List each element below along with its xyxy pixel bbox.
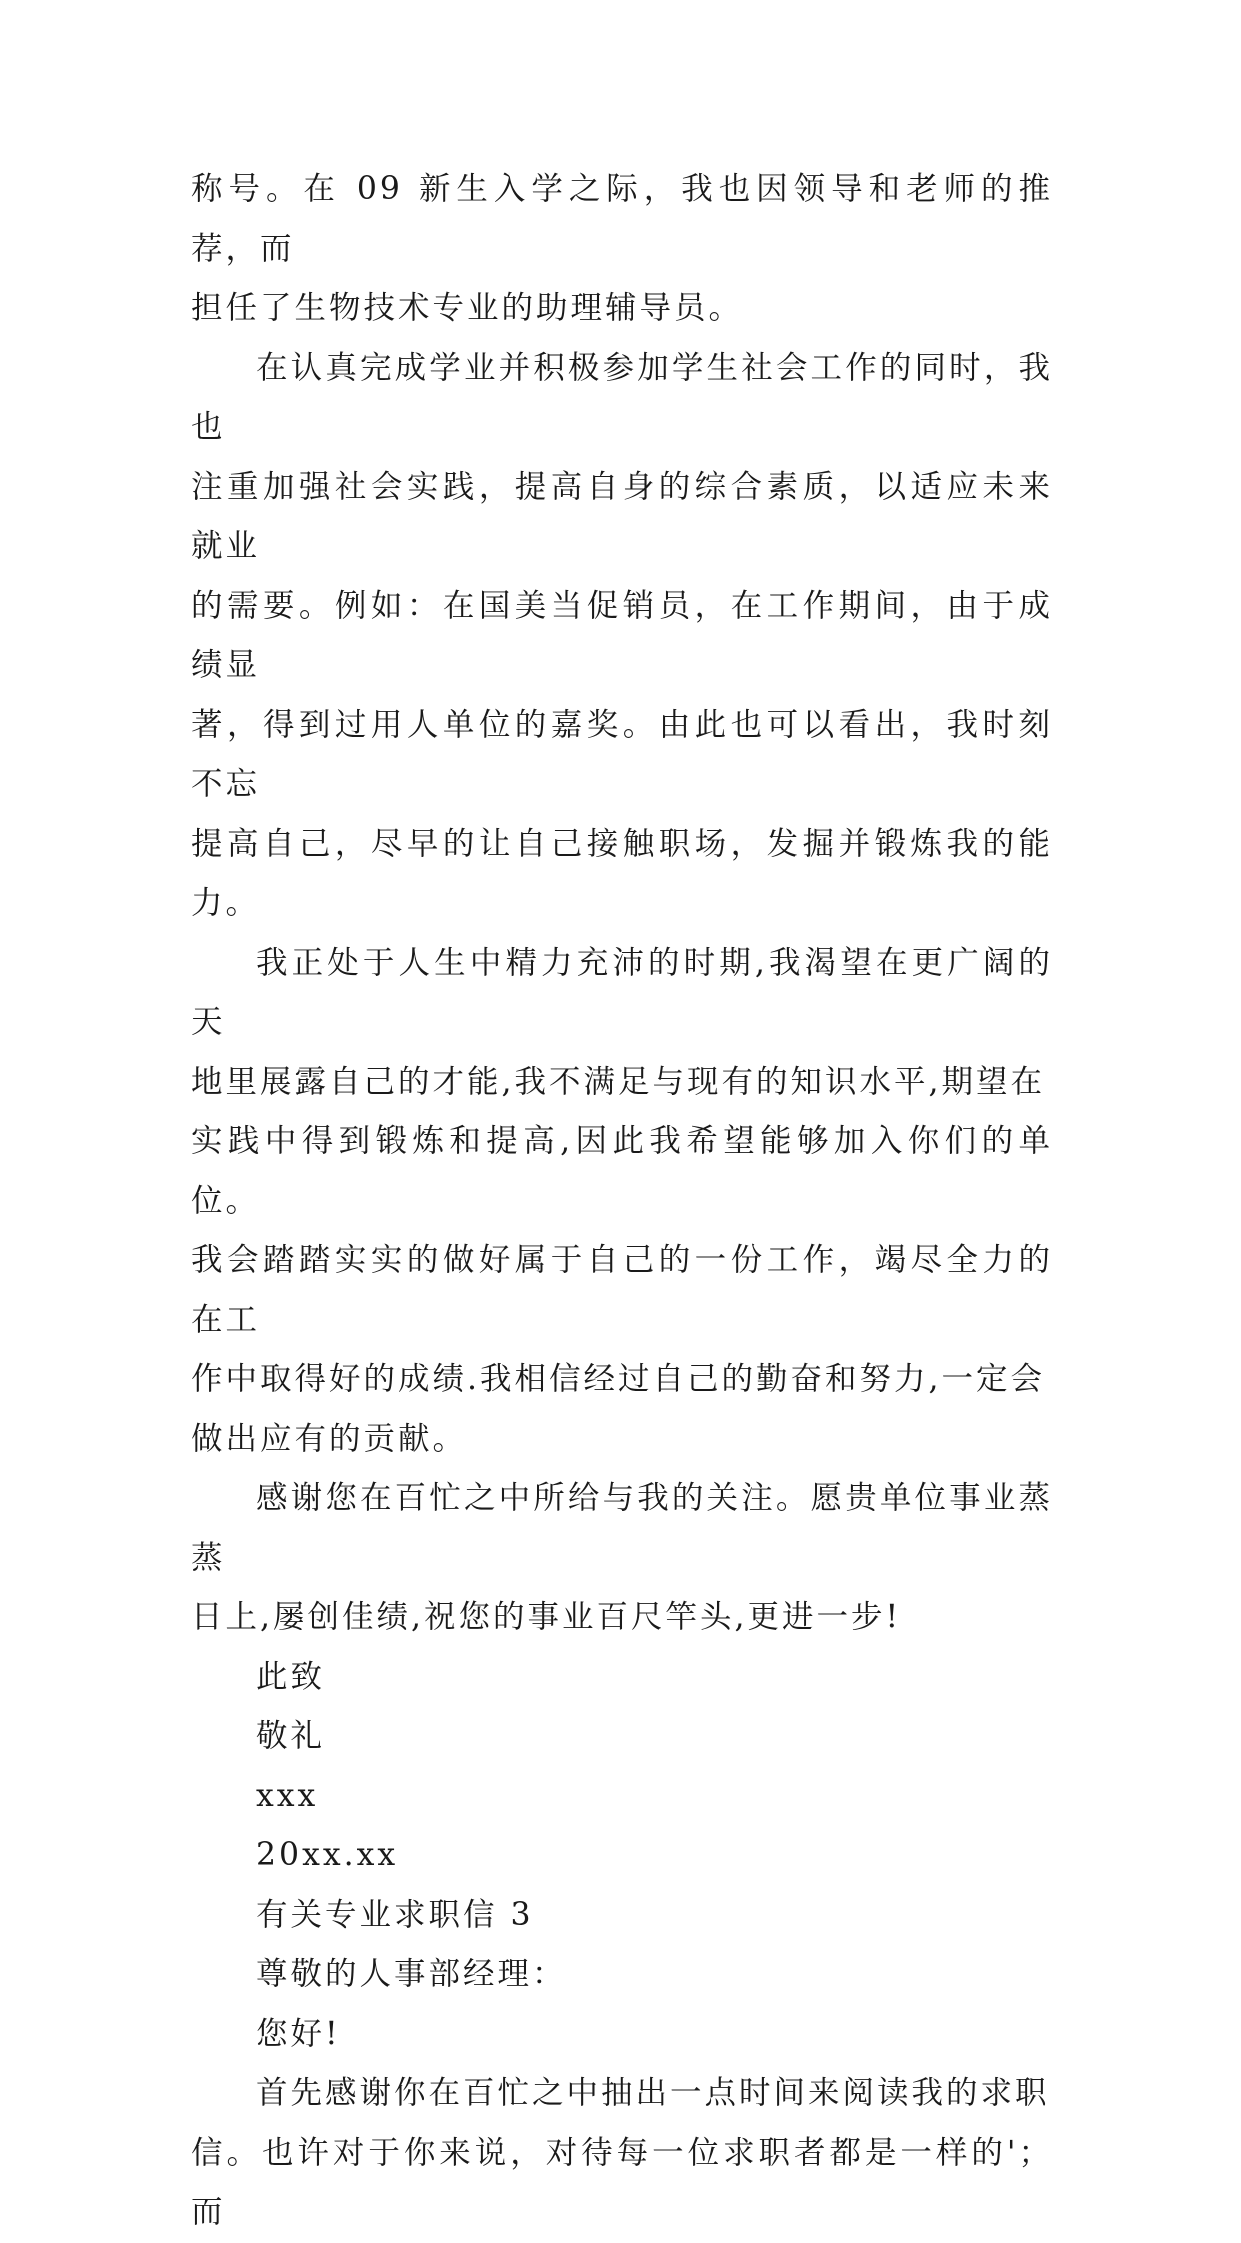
text-line: 的需要。例如：在国美当促销员，在工作期间，由于成绩显 (191, 587, 1053, 683)
signature-name (191, 1767, 1053, 1827)
letter-greeting (191, 1945, 1053, 2005)
paragraph-1 (191, 160, 1053, 339)
text-line: 实践中得到锻炼和提高,因此我希望能够加入你们的单位。 (191, 1123, 1053, 1219)
text-line: 首先感谢你在百忙之中抽出一点时间来阅读我的求职 (256, 2075, 1050, 2111)
text-line: 我会踏踏实实的做好属于自己的一份工作，竭尽全力的在工 (191, 1242, 1053, 1338)
text-line: 您好! (256, 2015, 341, 2052)
letter-hello (191, 2005, 1053, 2065)
section-heading (191, 1886, 1053, 1946)
document-page (191, 160, 1053, 2243)
text-line: 做出应有的贡献。 (191, 1420, 468, 1457)
signature-date (191, 1826, 1053, 1886)
text-line: 注重加强社会实践，提高自身的综合素质，以适应未来就业 (191, 468, 1053, 564)
text-line: 此致 (256, 1658, 326, 1695)
text-line: 提高自己，尽早的让自己接触职场，发掘并锻炼我的能力。 (191, 825, 1053, 921)
text-line: 地里展露自己的才能,我不满足与现有的知识水平,期望在 (191, 1063, 1046, 1100)
text-line: 尊敬的人事部经理： (256, 1956, 567, 1992)
text-line: 作中取得好的成绩.我相信经过自己的勤奋和努力,一定会 (191, 1361, 1046, 1397)
text-line: 有关专业求职信 3 (256, 1896, 534, 1933)
paragraph-4 (191, 1469, 1053, 1648)
closing-salutation (191, 1648, 1053, 1708)
text-line: xxx (256, 1777, 319, 1814)
text-line: 日上,屡创佳绩,祝您的事业百尺竿头,更进一步! (191, 1599, 902, 1635)
text-line: 敬礼 (256, 1718, 326, 1754)
text-line: 信。也许对于你来说，对待每一位求职者都是一样的'；而 (191, 2134, 1053, 2230)
closing-regards (191, 1707, 1053, 1767)
text-line: 担任了生物技术专业的助理辅导员。 (191, 290, 744, 326)
paragraph-final (191, 2064, 1053, 2243)
text-line: 20xx.xx (256, 1837, 399, 1873)
paragraph-3 (191, 934, 1053, 1470)
text-line: 在认真完成学业并积极参加学生社会工作的同时，我也 (191, 349, 1053, 445)
text-line: 感谢您在百忙之中所给与我的关注。愿贵单位事业蒸蒸 (191, 1480, 1053, 1576)
text-line: 称号。在 09 新生入学之际，我也因领导和老师的推荐，而 (191, 171, 1053, 267)
text-line: 我正处于人生中精力充沛的时期,我渴望在更广阔的天 (191, 944, 1053, 1040)
paragraph-2 (191, 339, 1053, 934)
text-line: 著，得到过用人单位的嘉奖。由此也可以看出，我时刻不忘 (191, 706, 1053, 802)
